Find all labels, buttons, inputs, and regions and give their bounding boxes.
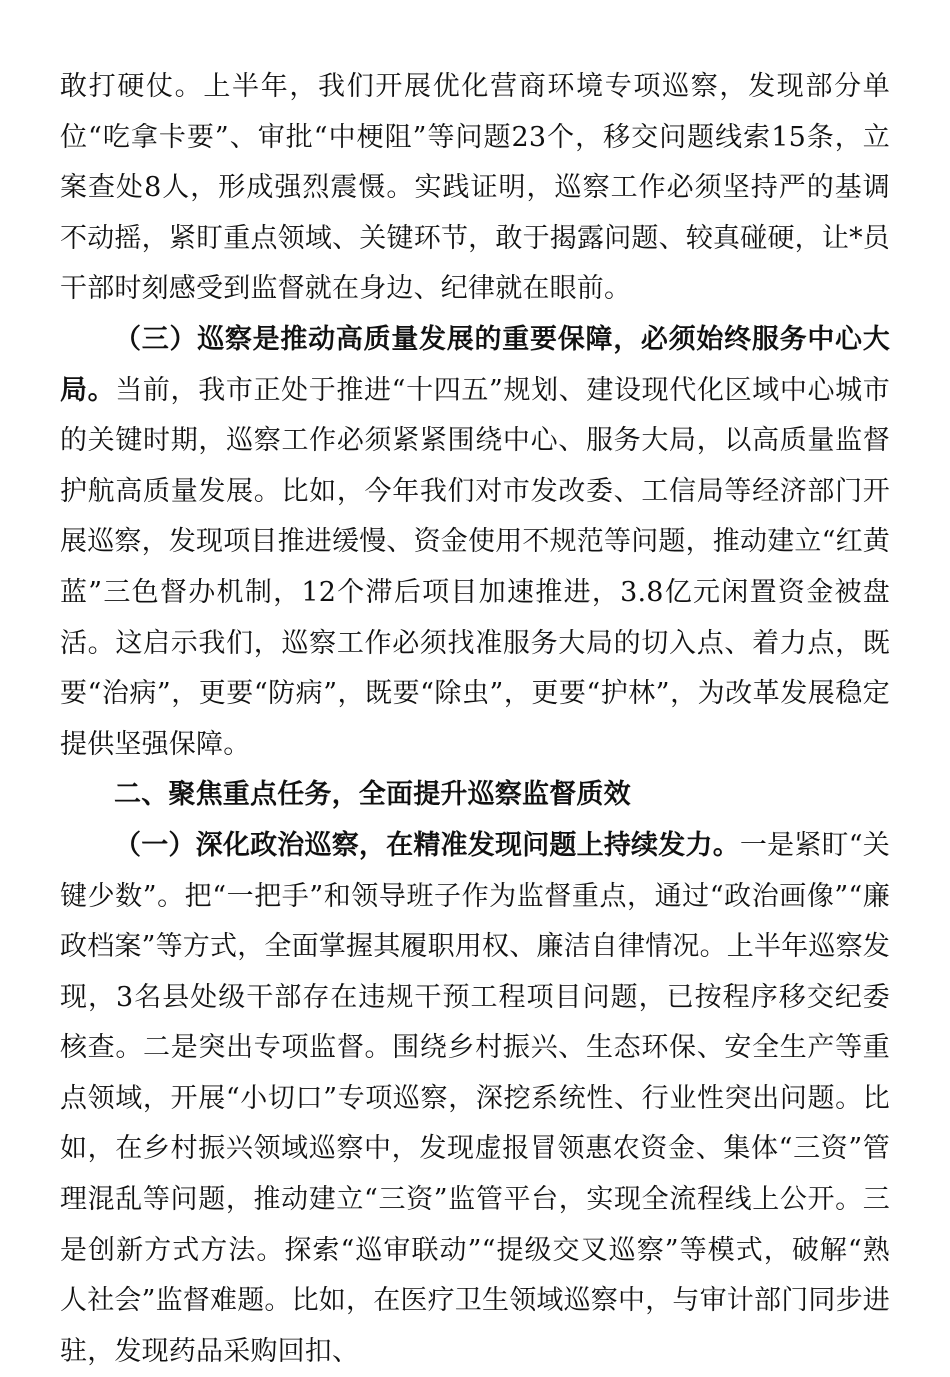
paragraph-2-lead: （三）巡察是推动高质量发展的重要保障，必须始终服务中心大局。 (60, 323, 890, 406)
paragraph-2 (60, 315, 890, 770)
section-heading-2: 二、聚焦重点任务，全面提升巡察监督质效 (114, 779, 631, 811)
paragraph-3-body: 一是紧盯“关键少数”。把“一把手”和领导班子作为监督重点，通过“政治画像”“廉政档案”等方式，全面掌握其履职用权、廉洁自律情况。上半年巡察发现，3名县处级干部存在违规干预工程项目问题，已按程序移交纪委核查。二是突出专项监督。围绕乡村振兴、生态环保、安全生产等重点领域，开展“小切口”专项巡察，深挖系统性、行业性突出问题。比如，在乡村振兴领域巡察中，发现虚报冒领惠农资金、集体“三资”管理混乱等问题，推动建立“三资”监管平台，实现全流程线上公开。三是创新方式方法。探索“巡审联动”“提级交叉巡察”等模式，破解“熟人社会”监督难题。比如，在医疗卫生领域巡察中，与审计部门同步进驻，发现药品采购回扣、 (60, 829, 891, 1367)
paragraph-1: 敢打硬仗。上半年，我们开展优化营商环境专项巡察，发现部分单位“吃拿卡要”、审批“中梗阻”等问题23个，移交问题线索15条，立案查处8人，形成强烈震慑。实践证明，巡察工作必须坚持严的基调不动摇，紧盯重点领域、关键环节，敢于揭露问题、较真碰硬，让*员干部时刻感受到监督就在身边、纪律就在眼前。 (60, 71, 890, 305)
paragraph-3 (60, 821, 890, 1377)
paragraph-3-lead: （一）深化政治巡察，在精准发现问题上持续发力。 (114, 829, 740, 861)
paragraph-2-body: 当前，我市正处于推进“十四五”规划、建设现代化区域中心城市的关键时期，巡察工作必须紧紧围绕中心、服务大局，以高质量监督护航高质量发展。比如，今年我们对市发改委、工信局等经济部门开展巡察，发现项目推进缓慢、资金使用不规范等问题，推动建立“红黄蓝”三色督办机制，12个滞后项目加速推进，3.8亿元闲置资金被盘活。这启示我们，巡察工作必须找准服务大局的切入点、着力点，既要“治病”，更要“防病”，既要“除虫”，更要“护林”，为改革发展稳定提供坚强保障。 (60, 374, 891, 760)
document-page (60, 62, 890, 1377)
